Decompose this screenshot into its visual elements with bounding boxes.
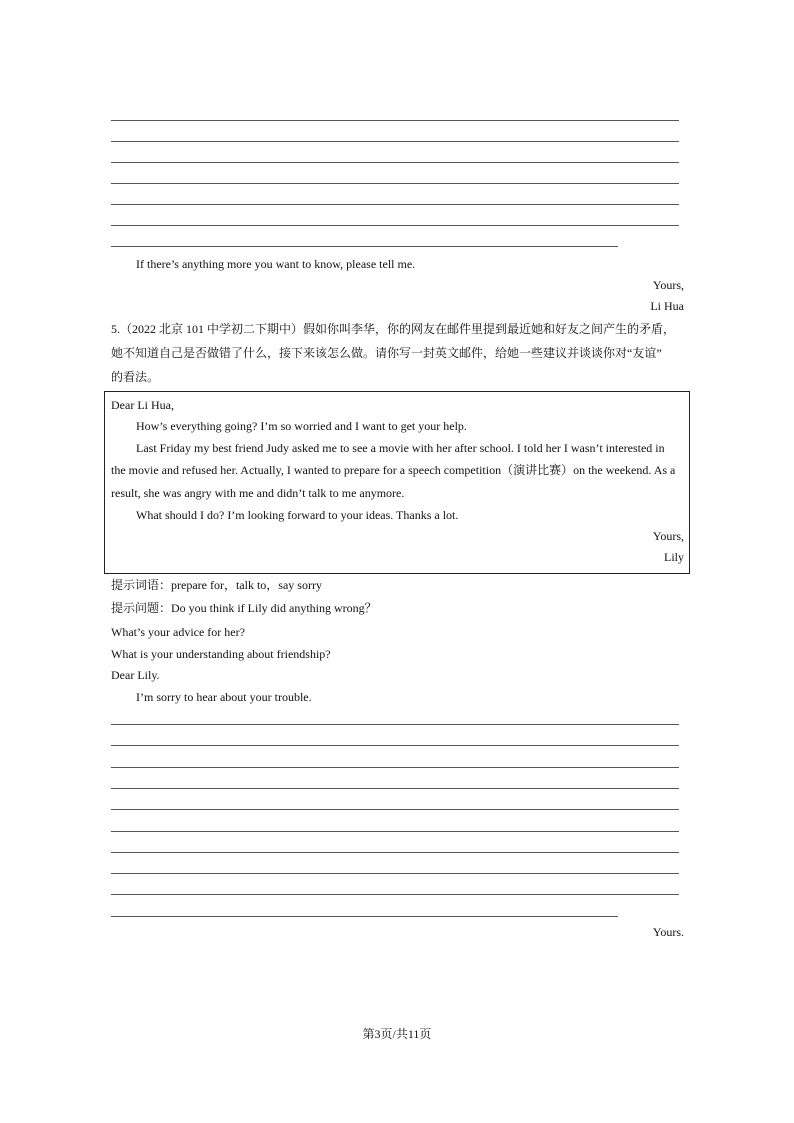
answer-line: [111, 204, 679, 205]
letter-signature: Lily: [664, 550, 684, 564]
answer-line: [111, 852, 679, 853]
letter-line: What should I do? I’m looking forward to your ideas. Thanks a lot.: [136, 508, 459, 522]
answer-line: [111, 873, 679, 874]
answer-line: [111, 809, 679, 810]
answer-line-last: [111, 246, 618, 247]
signature: Li Hua: [650, 299, 684, 313]
letter-line: Last Friday my best friend Judy asked me to see a movie with her after school. I told her I wasn’t interested in: [136, 441, 665, 455]
answer-line: [111, 894, 679, 895]
reply-signoff: Yours.: [652, 925, 684, 939]
hint-question: 提示问题：Do you think if Lily did anything wrong？: [111, 601, 377, 615]
answer-line: [111, 831, 679, 832]
answer-line: [111, 120, 679, 121]
answer-line: [111, 183, 679, 184]
letter-line: How’s everything going? I’m so worried and I want to get your help.: [136, 419, 467, 433]
answer-line: [111, 225, 679, 226]
letter-line: result, she was angry with me and didn’t talk to me anymore.: [111, 486, 405, 500]
letter-signoff: Yours,: [652, 529, 684, 543]
hint-question: What’s your advice for her?: [111, 625, 245, 639]
answer-line: [111, 724, 679, 725]
answer-line: [111, 767, 679, 768]
letter-greeting: Dear Li Hua,: [111, 398, 174, 412]
closing-line: If there’s anything more you want to know, please tell me.: [136, 257, 416, 271]
letter-line: the movie and refused her. Actually, I wanted to prepare for a speech competition（演讲比赛）on the weekend. As a: [111, 463, 676, 477]
question-prompt-line-1: 5.（2022 北京 101 中学初二下期中）假如你叫李华，你的网友在邮件里提到最近她和好友之间产生的矛盾，: [111, 322, 676, 336]
hint-words: 提示词语：prepare for，talk to，say sorry: [111, 578, 322, 592]
answer-line: [111, 788, 679, 789]
hint-question: What is your understanding about friendship?: [111, 647, 331, 661]
answer-line: [111, 141, 679, 142]
answer-line: [111, 162, 679, 163]
question-prompt-line-2: 她不知道自己是否做错了什么，接下来该怎么做。请你写一封英文邮件，给她一些建议并谈谈你对“友谊”: [111, 346, 662, 360]
answer-line-last: [111, 916, 618, 917]
question-prompt-line-3: 的看法。: [111, 370, 160, 384]
reply-opening: I’m sorry to hear about your trouble.: [136, 690, 312, 704]
answer-line: [111, 745, 679, 746]
reply-greeting: Dear Lily.: [111, 668, 160, 682]
page-indicator: 第3页/共11页: [362, 1027, 432, 1041]
signoff: Yours,: [652, 278, 684, 292]
